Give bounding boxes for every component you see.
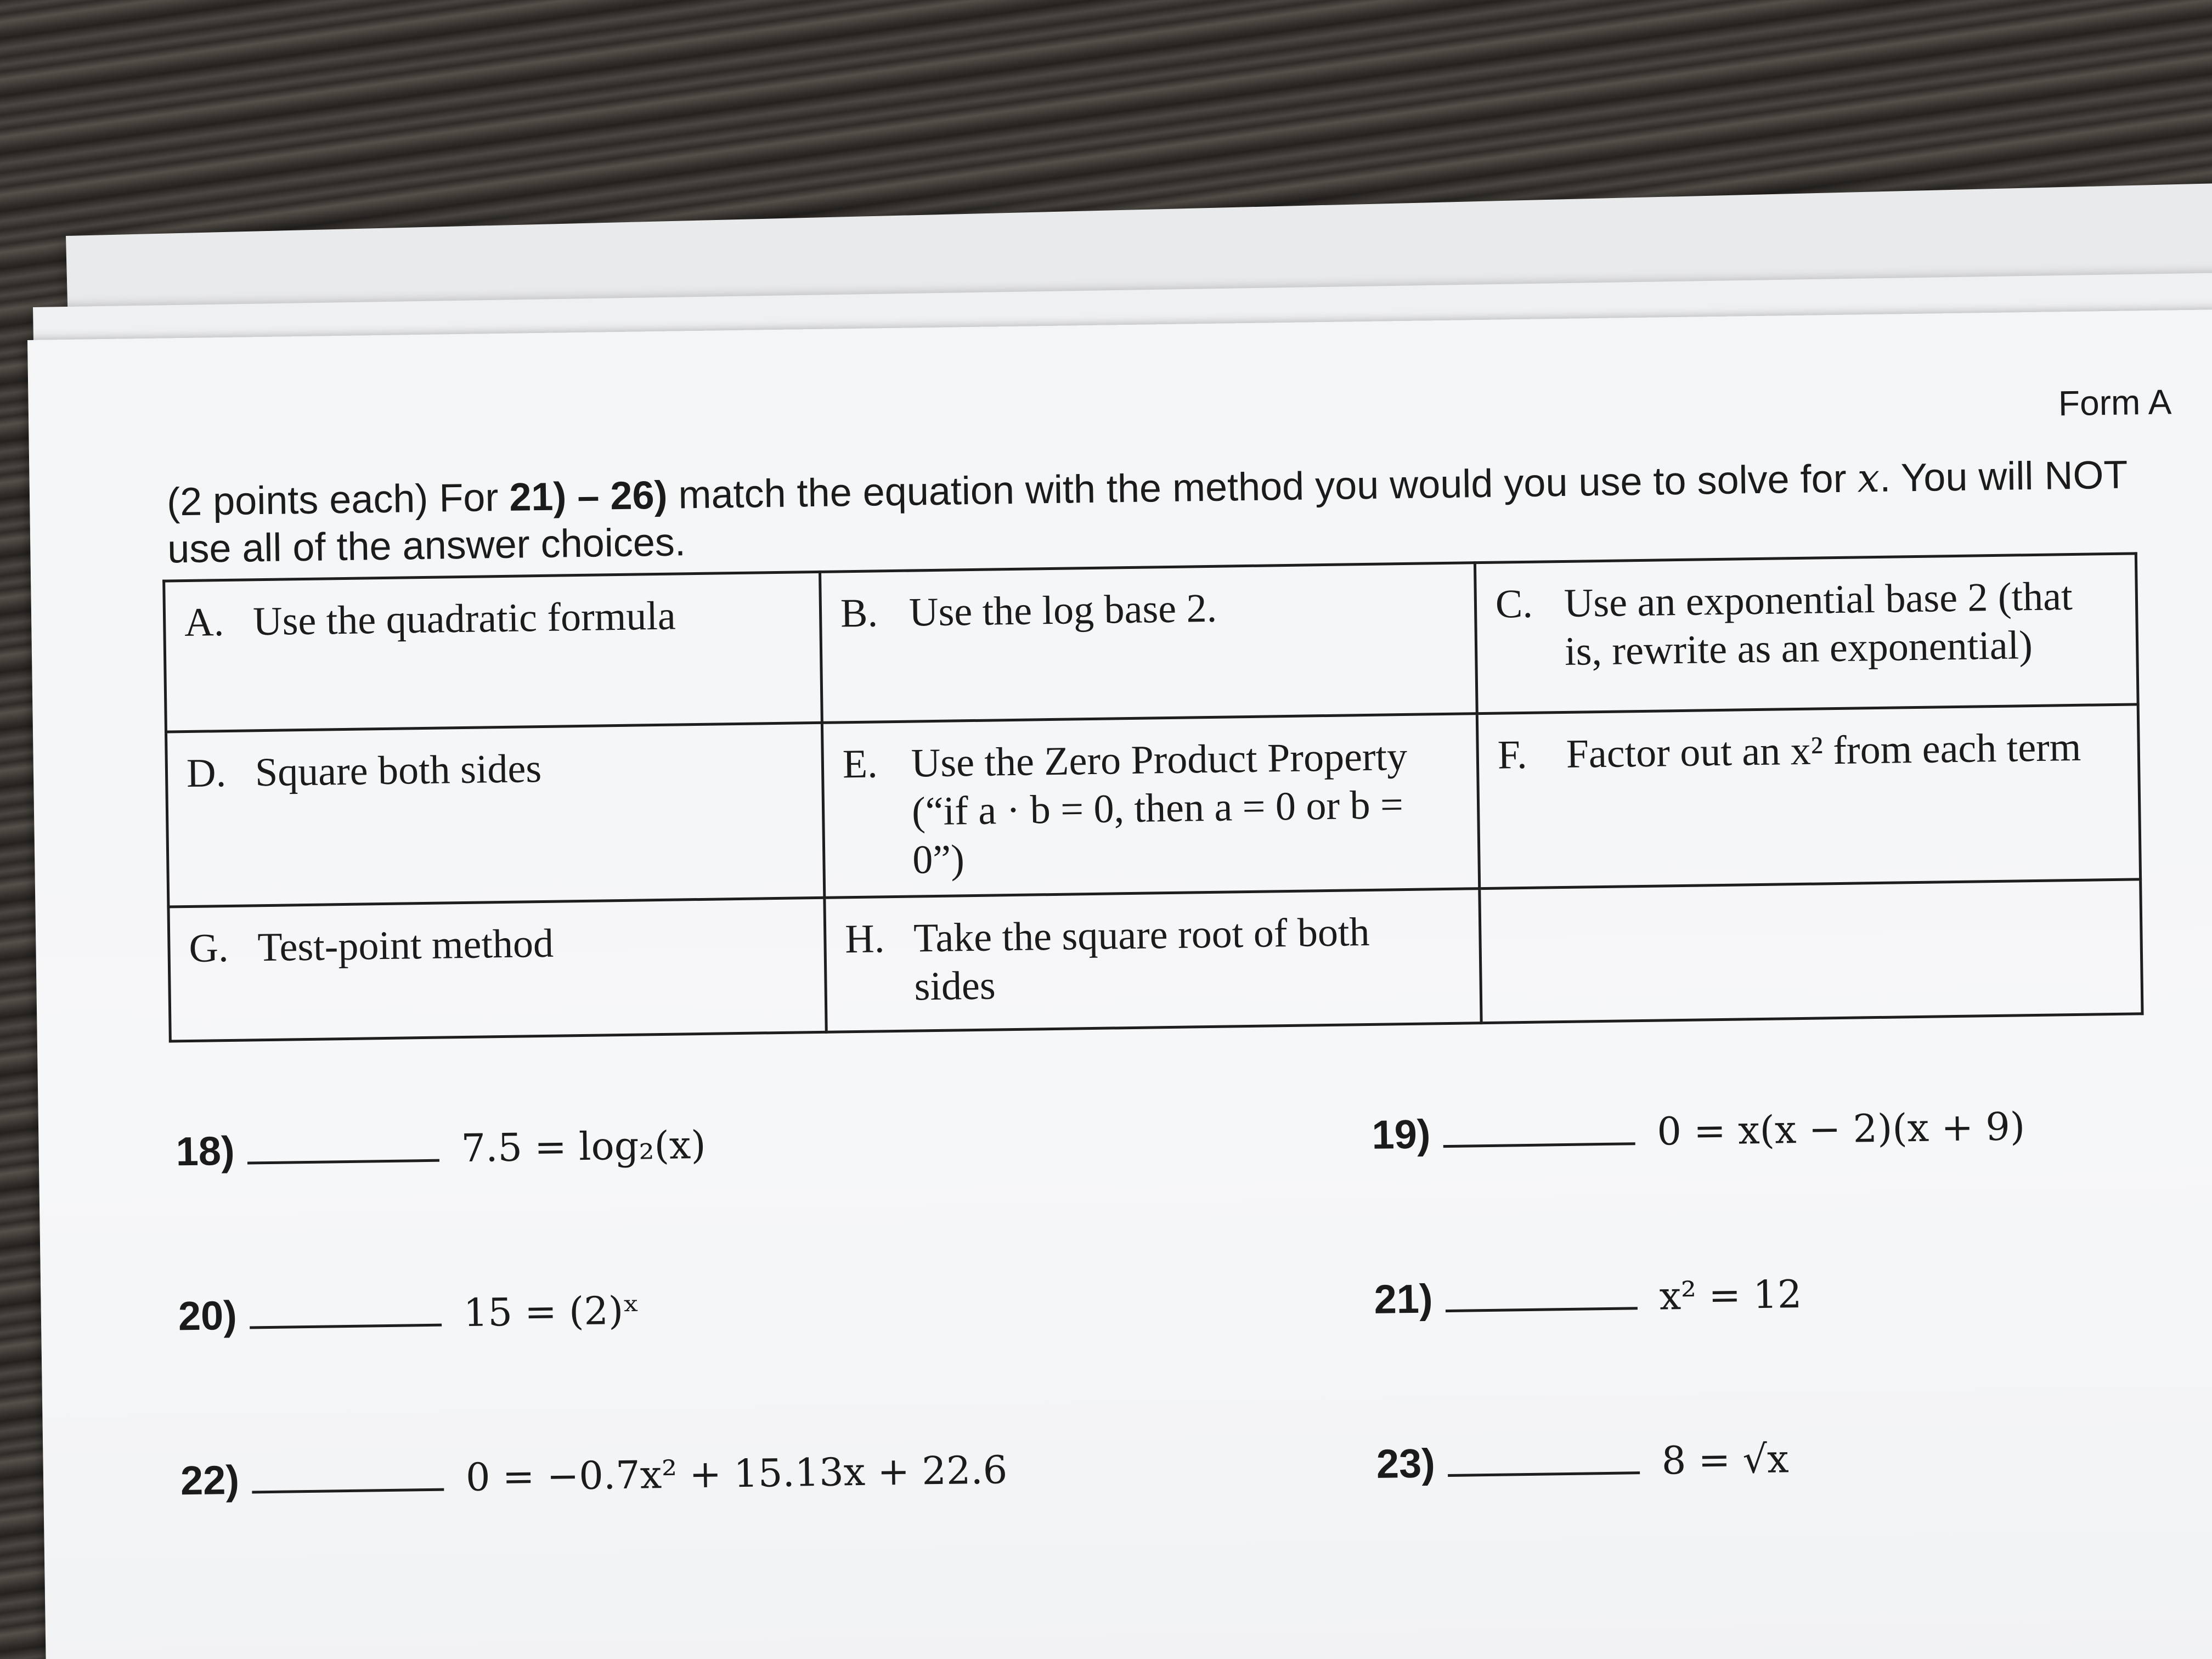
choice-letter: C. xyxy=(1495,581,1533,627)
problem-21 xyxy=(1374,1270,1802,1323)
choice-letter: G. xyxy=(188,925,229,971)
choice-b xyxy=(820,563,1477,723)
choice-e xyxy=(822,714,1479,898)
choice-d xyxy=(166,723,824,907)
answer-blank[interactable] xyxy=(1447,1441,1640,1477)
answer-blank[interactable] xyxy=(1443,1111,1635,1148)
problems-section xyxy=(176,1101,2157,1622)
choice-text: Use the log base 2. xyxy=(909,585,1217,635)
instructions xyxy=(167,450,2198,573)
choice-text: Use the quadratic formula xyxy=(252,593,676,645)
instructions-part2: match the equation with the method you would you use to solve for xyxy=(667,456,1858,517)
answer-choices-table xyxy=(162,552,2143,1042)
choice-letter: D. xyxy=(186,751,227,797)
choice-letter xyxy=(1500,905,1568,906)
choice-text: Factor out an x² from each term xyxy=(1566,724,2081,777)
answer-blank[interactable] xyxy=(1445,1276,1638,1312)
problem-19 xyxy=(1372,1102,2025,1158)
problem-20 xyxy=(178,1286,640,1340)
choice-h xyxy=(825,889,1481,1032)
problem-equation: x² = 12 xyxy=(1659,1272,1802,1319)
problem-row xyxy=(176,1101,2153,1293)
problem-equation: 0 = x(x − 2)(x + 9) xyxy=(1656,1104,2025,1154)
problem-equation: 15 = (2)ˣ xyxy=(463,1288,640,1336)
choice-text: Use the Zero Product Property (“if a · b = 0, then a = 0 or b = 0”) xyxy=(911,733,1408,883)
choice-f xyxy=(1477,704,2140,889)
answer-blank[interactable] xyxy=(247,1128,439,1165)
problem-equation: 7.5 = log₂(x) xyxy=(461,1122,707,1171)
choice-letter: B. xyxy=(840,590,878,636)
instructions-part3: . You will NOT use all of the answer choices. xyxy=(167,453,2128,572)
choice-text: Take the square root of both sides xyxy=(913,909,1370,1009)
problem-number: 18) xyxy=(176,1127,235,1175)
worksheet-page xyxy=(27,309,2212,1659)
choice-g xyxy=(168,898,826,1041)
choice-letter: A. xyxy=(184,600,224,646)
problem-equation: 0 = −0.7x² + 15.13x + 22.6 xyxy=(465,1447,1008,1500)
choice-letter: F. xyxy=(1497,732,1528,778)
choice-empty xyxy=(1480,879,2142,1023)
form-label: Form A xyxy=(2058,382,2172,424)
problem-23 xyxy=(1376,1435,1789,1487)
instructions-variable: x xyxy=(1857,454,1880,501)
instructions-range: 21) – 26) xyxy=(509,473,668,520)
choice-c xyxy=(1475,554,2138,714)
problem-18 xyxy=(176,1121,706,1175)
choice-letter: H. xyxy=(844,916,885,962)
choice-text: Square both sides xyxy=(255,746,542,795)
choice-text: Test-point method xyxy=(257,921,554,970)
problem-row xyxy=(178,1265,2155,1457)
problem-equation: 8 = √x xyxy=(1661,1436,1790,1483)
choice-a xyxy=(164,572,822,732)
problem-number: 19) xyxy=(1371,1111,1431,1158)
choice-text: Use an exponential base 2 (that is, rewrite as an exponential) xyxy=(1564,574,2073,674)
problem-number: 21) xyxy=(1374,1276,1434,1322)
answer-blank[interactable] xyxy=(252,1458,444,1494)
problem-row xyxy=(180,1430,2157,1622)
instructions-part1: (2 points each) For xyxy=(166,475,510,524)
choice-text xyxy=(1568,898,2121,905)
problem-number: 22) xyxy=(180,1457,240,1504)
choice-letter: E. xyxy=(842,741,878,787)
problem-number: 20) xyxy=(178,1292,238,1339)
problem-number: 23) xyxy=(1376,1440,1436,1487)
answer-blank[interactable] xyxy=(249,1293,442,1329)
